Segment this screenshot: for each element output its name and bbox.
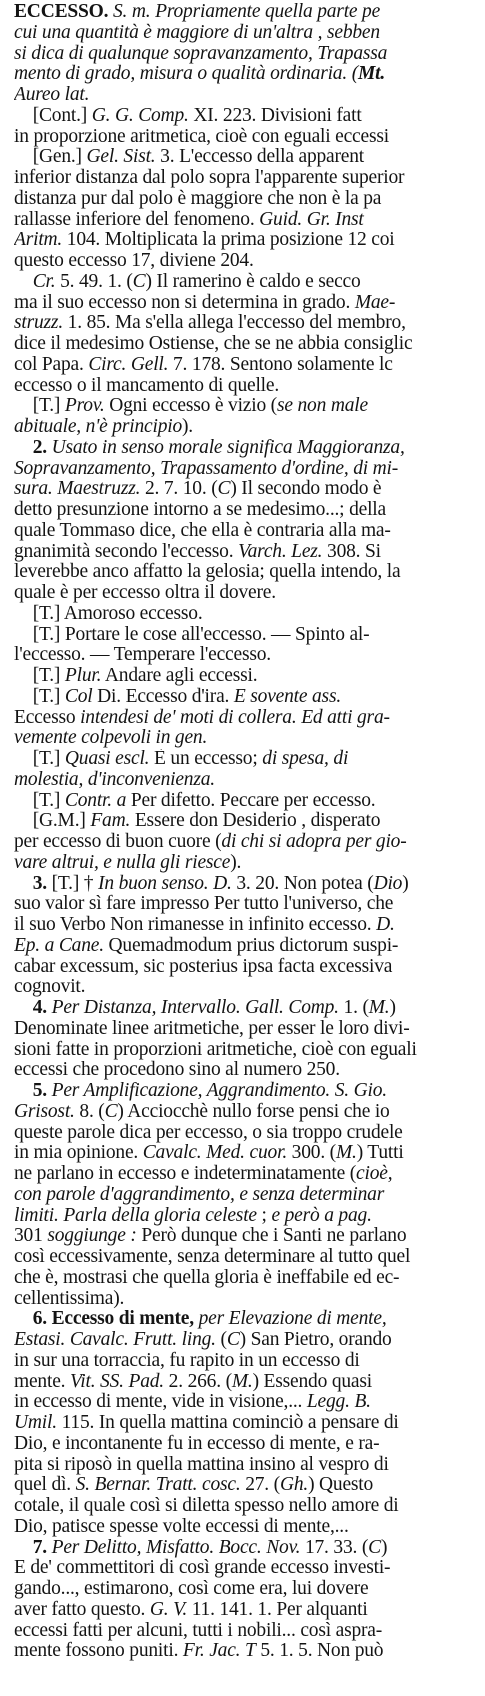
text-run: questo eccesso 17, diviene 204. bbox=[14, 251, 254, 271]
text-line bbox=[14, 749, 479, 770]
text-line bbox=[14, 479, 479, 500]
text-run: C bbox=[132, 271, 146, 292]
text-run: G. V. bbox=[149, 1599, 188, 1620]
text-line bbox=[14, 1226, 479, 1247]
text-run: Però dunque che i Santi ne parlano bbox=[136, 1226, 407, 1247]
text-run: sioni fatte in proporzioni aritmetiche, cioè con eguali bbox=[14, 1039, 417, 1060]
text-run: Denominate linee aritmetiche, per esser le loro divi- bbox=[14, 1018, 410, 1039]
text-run: inferior distanza dal polo sopra l'apparente superior bbox=[14, 168, 405, 188]
text-line bbox=[14, 1019, 479, 1040]
text-line bbox=[14, 1143, 479, 1164]
text-line bbox=[14, 625, 479, 646]
text-run: [G.M.] bbox=[14, 811, 91, 832]
text-run: in proporzione aritmetica, cioè con eguali eccessi bbox=[14, 126, 389, 147]
text-run: [T.] bbox=[14, 790, 65, 811]
text-run: ) San Pietro, orando bbox=[239, 1330, 392, 1350]
text-line bbox=[14, 791, 479, 812]
text-run: Gel. Sist. bbox=[86, 147, 156, 168]
text-line bbox=[14, 1434, 479, 1455]
text-run: così eccessivamente, senza determinare al tutto quel bbox=[14, 1247, 411, 1267]
text-run: in mia opinione. bbox=[14, 1143, 143, 1164]
text-run: Fr. Jac. T bbox=[182, 1641, 256, 1662]
text-line bbox=[14, 1102, 479, 1123]
text-run: leverebbe anco affatto la gelosia; quella intendo, la bbox=[14, 562, 401, 583]
text-line bbox=[14, 127, 479, 148]
text-run: 3. 20. Non potea ( bbox=[231, 873, 374, 894]
text-run: 11. 141. 1. Per alquanti bbox=[187, 1599, 368, 1620]
text-line bbox=[14, 1455, 479, 1476]
text-run: 7. bbox=[14, 1537, 52, 1558]
text-run: 3. L'eccesso della apparent bbox=[155, 147, 365, 168]
text-run: Per Amplificazione, Aggrandimento. S. Gio. bbox=[51, 1081, 387, 1101]
text-line bbox=[14, 583, 479, 604]
text-line bbox=[14, 23, 479, 44]
text-run: 300. ( bbox=[287, 1143, 336, 1164]
text-run: cognovit. bbox=[14, 977, 86, 998]
text-run: C bbox=[104, 1101, 118, 1122]
text-run: Eccesso bbox=[14, 707, 81, 728]
text-run: il suo Verbo Non rimanesse in infinito eccesso. bbox=[14, 915, 377, 935]
text-run: distanza pur dal polo è maggiore che non è la pa bbox=[14, 188, 382, 209]
text-line bbox=[14, 1579, 479, 1600]
text-line bbox=[14, 64, 479, 85]
text-line bbox=[14, 189, 479, 210]
entry-text-column bbox=[14, 2, 479, 1662]
text-run: cellentissima). bbox=[14, 1288, 125, 1309]
text-run: ne parlano in eccesso e indeterminatamente ( bbox=[14, 1164, 357, 1184]
text-run: 6. Eccesso di mente, bbox=[14, 1309, 199, 1330]
text-run: ). bbox=[182, 417, 193, 437]
text-run: 2. 266. ( bbox=[164, 1371, 232, 1392]
text-line bbox=[14, 977, 479, 998]
text-run bbox=[14, 272, 33, 292]
text-run: gnanimità secondo l'eccesso. bbox=[14, 541, 239, 562]
text-run: Mae- bbox=[354, 292, 396, 313]
text-line bbox=[14, 957, 479, 978]
text-run: 2. bbox=[14, 437, 52, 458]
text-run: Cr. bbox=[32, 271, 56, 292]
text-run: detto presunzione intorno a se medesimo...; della bbox=[14, 500, 386, 520]
text-run: limiti. Parla della gloria celeste bbox=[14, 1205, 257, 1226]
text-run: ECCESSO. bbox=[14, 2, 109, 22]
text-run: suo valor sì fare impresso Per tutto l'universo, che bbox=[14, 894, 394, 915]
text-run: ) Il secondo modo è bbox=[230, 479, 382, 500]
text-line bbox=[14, 44, 479, 65]
text-line bbox=[14, 1558, 479, 1579]
text-run: Essere don Desiderio , disperato bbox=[130, 811, 381, 832]
text-line bbox=[14, 1372, 479, 1393]
text-run: [T.] bbox=[14, 686, 65, 707]
text-line bbox=[14, 1268, 479, 1289]
text-run: In buon senso. D. bbox=[98, 873, 232, 894]
text-run: [T.] Amoroso eccesso. bbox=[14, 603, 203, 624]
text-run: 3. bbox=[14, 873, 52, 894]
text-run: Mt. bbox=[358, 64, 386, 85]
text-line bbox=[14, 1351, 479, 1372]
text-run: 104. Moltiplicata la prima posizione 12 coi bbox=[62, 230, 395, 251]
text-run: 1. ( bbox=[338, 998, 369, 1018]
text-run: 5. bbox=[14, 1081, 52, 1101]
text-line bbox=[14, 811, 479, 832]
text-run: col Papa. bbox=[14, 354, 89, 375]
text-run: Contr. a bbox=[64, 790, 127, 811]
text-run: E de' commettitori di così grande eccesso investi- bbox=[14, 1558, 391, 1579]
text-run: Quasi escl. bbox=[64, 749, 150, 769]
text-run: Andare agli eccessi. bbox=[101, 666, 258, 686]
text-run: ) bbox=[389, 998, 396, 1018]
text-line bbox=[14, 1247, 479, 1268]
text-run: Gh. bbox=[279, 1475, 309, 1496]
text-run: C bbox=[217, 479, 231, 500]
text-run: Sopravanzamento, Trapassamento d'ordine, di mi- bbox=[14, 458, 399, 479]
text-run: ) bbox=[380, 1537, 388, 1558]
text-run: quale è per eccesso oltra il dovere. bbox=[14, 583, 276, 603]
text-line bbox=[14, 376, 479, 397]
text-line bbox=[14, 417, 479, 438]
text-line bbox=[14, 1496, 479, 1517]
text-run: l'eccesso. — Temperare l'eccesso. bbox=[14, 645, 271, 666]
text-run: cui una quantità è maggiore di un'altra , sebben bbox=[14, 22, 380, 43]
text-run: Grisost. bbox=[14, 1101, 75, 1122]
text-line bbox=[14, 562, 479, 583]
text-run: Dio, patisce spesse volte eccessi di mente,... bbox=[14, 1516, 349, 1537]
text-line bbox=[14, 936, 479, 957]
text-line bbox=[14, 1641, 479, 1662]
text-run: Legg. B. bbox=[306, 1392, 371, 1413]
text-run: vare altrui, e nulla gli riesce bbox=[14, 852, 231, 873]
text-run: 301 bbox=[14, 1226, 48, 1247]
text-run: cabar excessum, sic posterius ipsa facta excessiva bbox=[14, 956, 393, 977]
text-line bbox=[14, 894, 479, 915]
text-run: Usato in senso morale significa Maggioranza, bbox=[51, 437, 405, 458]
text-run: M. bbox=[335, 1143, 357, 1164]
text-line bbox=[14, 313, 479, 334]
text-run: per eccesso di buon cuore ( bbox=[14, 832, 222, 852]
text-run: 5. 49. 1. ( bbox=[55, 271, 133, 292]
text-run: queste parole dica per eccesso, o sia troppo crudele bbox=[14, 1122, 403, 1143]
text-run: Prov. bbox=[64, 396, 105, 417]
text-line bbox=[14, 832, 479, 853]
text-line bbox=[14, 1517, 479, 1538]
text-run: 17. 33. ( bbox=[300, 1537, 369, 1558]
text-run: quel dì. bbox=[14, 1475, 76, 1496]
text-run: Per Delitto, Misfatto. Bocc. Nov. bbox=[51, 1537, 301, 1558]
text-run: [T.] bbox=[14, 396, 65, 417]
text-line bbox=[14, 645, 479, 666]
text-run: 5. 1. 5. Non può bbox=[255, 1641, 384, 1662]
text-run: S. Bernar. Tratt. cosc. bbox=[75, 1475, 241, 1496]
text-line bbox=[14, 1123, 479, 1144]
text-run: Di. Eccesso d'ira. bbox=[92, 686, 234, 707]
text-line bbox=[14, 1289, 479, 1310]
text-run: ) Questo bbox=[308, 1475, 374, 1496]
text-run: ) Tutti bbox=[356, 1143, 404, 1164]
text-run: soggiunge : bbox=[47, 1226, 137, 1247]
text-run: È un eccesso; bbox=[149, 749, 263, 769]
text-run: gando..., estimarono, così come era, lui dovere bbox=[14, 1579, 369, 1599]
text-run: ) Essendo quasi bbox=[252, 1371, 372, 1392]
text-run: Cavalc. Med. cuor. bbox=[142, 1143, 287, 1164]
text-run: Varch. Lez. bbox=[238, 541, 323, 562]
text-run: mente fossono puniti. bbox=[14, 1641, 183, 1662]
text-run: Estasi. Cavalc. Frutt. ling. bbox=[14, 1330, 216, 1350]
text-line bbox=[14, 1330, 479, 1351]
text-run: [Gen.] bbox=[14, 147, 87, 168]
text-run: ) Il ramerino è caldo e secco bbox=[145, 271, 361, 292]
text-run: M. bbox=[368, 998, 390, 1018]
text-line bbox=[14, 687, 479, 708]
text-run: intendesi de' moti di collera. Ed atti gra- bbox=[80, 707, 390, 728]
text-run: 27. ( bbox=[240, 1475, 280, 1496]
text-line bbox=[14, 770, 479, 791]
text-run: mente. bbox=[14, 1371, 70, 1392]
text-run: 7. 178. Sentono solamente lc bbox=[168, 354, 393, 375]
text-run: eccessi fatti per alcuni, tutti i nobili... così aspra- bbox=[14, 1620, 383, 1641]
text-run: E sovente ass. bbox=[233, 686, 342, 707]
text-run: 1. 85. Ma s'ella allega l'eccesso del membro, bbox=[63, 313, 406, 334]
text-run: cioè, bbox=[356, 1164, 393, 1184]
text-line bbox=[14, 666, 479, 687]
text-line bbox=[14, 1475, 479, 1496]
text-run: ). bbox=[230, 852, 242, 873]
text-run: cotale, il quale così si diletta spesso nello amore di bbox=[14, 1496, 399, 1516]
text-run: [T.] bbox=[14, 666, 65, 686]
text-run: eccesso o il mancamento di quelle. bbox=[14, 375, 280, 396]
text-run: di chi si adopra per gio- bbox=[221, 832, 407, 852]
text-line bbox=[14, 542, 479, 563]
text-line bbox=[14, 355, 479, 376]
text-line bbox=[14, 1164, 479, 1185]
text-line bbox=[14, 147, 479, 168]
text-line bbox=[14, 604, 479, 625]
text-run: 308. Si bbox=[322, 541, 381, 562]
text-run: 8. ( bbox=[74, 1101, 105, 1122]
text-line bbox=[14, 1309, 479, 1330]
text-line bbox=[14, 334, 479, 355]
text-run: 2. 7. 10. ( bbox=[140, 479, 218, 500]
text-line bbox=[14, 728, 479, 749]
text-run: Per Distanza, Intervallo. Gall. Comp. bbox=[51, 998, 339, 1018]
text-run: D. bbox=[376, 915, 395, 935]
text-run: Ep. a Cane. bbox=[14, 935, 104, 956]
text-line bbox=[14, 915, 479, 936]
text-run: [T.] Portare le cose all'eccesso. — Spinto al- bbox=[14, 624, 370, 645]
text-line bbox=[14, 396, 479, 417]
text-run: Dio, e incontanente fu in eccesso di mente, e ra- bbox=[14, 1433, 380, 1454]
text-line bbox=[14, 1392, 479, 1413]
text-run: Ogni eccesso è vizio ( bbox=[104, 396, 277, 417]
text-line bbox=[14, 874, 479, 895]
text-line bbox=[14, 1621, 479, 1642]
text-run: e però a pag. bbox=[271, 1205, 372, 1226]
text-line bbox=[14, 521, 479, 542]
text-line bbox=[14, 438, 479, 459]
text-run: in eccesso di mente, vide in visione,... bbox=[14, 1392, 307, 1413]
text-line bbox=[14, 998, 479, 1019]
text-run: ; bbox=[256, 1205, 272, 1226]
text-run: S. m. bbox=[108, 2, 156, 22]
text-line bbox=[14, 1185, 479, 1206]
text-run: ( bbox=[215, 1330, 227, 1350]
text-run: Aritm. bbox=[14, 230, 63, 251]
text-run: M. bbox=[231, 1371, 253, 1392]
text-line bbox=[14, 1538, 479, 1559]
text-run: [Cont.] bbox=[14, 105, 92, 126]
text-run: molestia, d'inconvenienza. bbox=[14, 769, 215, 790]
text-run: Col bbox=[64, 686, 93, 707]
text-run: Quemadmodum prius dictorum suspi- bbox=[103, 935, 399, 956]
text-run: 115. In quella mattina cominciò a pensare di bbox=[56, 1413, 399, 1433]
text-line bbox=[14, 251, 479, 272]
text-run: [T.] bbox=[14, 749, 65, 769]
text-line bbox=[14, 106, 479, 127]
text-run: che è, mostrasi che quella gloria è ineffabile ed ec- bbox=[14, 1267, 400, 1288]
text-run: con parole d'aggrandimento, e senza determinar bbox=[14, 1184, 385, 1205]
text-run: pita si riposò in quella mattina insino al vespro di bbox=[14, 1454, 389, 1475]
text-run: G. G. Comp. bbox=[91, 105, 189, 126]
text-line bbox=[14, 230, 479, 251]
text-line bbox=[14, 1206, 479, 1227]
text-line bbox=[14, 1040, 479, 1061]
text-run: dice il medesimo Ostiense, che se ne abbia consiglic bbox=[14, 334, 413, 354]
text-run: sura. Maestruzz. bbox=[14, 479, 141, 500]
text-run: Guid. Gr. Inst bbox=[259, 209, 364, 230]
text-run: di spesa, di bbox=[262, 749, 349, 769]
text-run: quale Tommaso dice, che ella è contraria alla ma- bbox=[14, 520, 391, 541]
text-run: se non male bbox=[276, 396, 368, 417]
text-run: Dio bbox=[373, 873, 403, 894]
text-run: Fam. bbox=[90, 811, 131, 832]
text-run: rallasse inferiore del fenomeno. bbox=[14, 209, 260, 230]
text-run: Circ. Gell. bbox=[88, 354, 169, 375]
text-line bbox=[14, 1081, 479, 1102]
text-run: Aureo lat. bbox=[14, 85, 90, 105]
text-run: abituale, n'è principio bbox=[14, 417, 183, 437]
text-run: Umil. bbox=[14, 1413, 57, 1433]
text-line bbox=[14, 500, 479, 521]
text-run: Plur. bbox=[64, 666, 102, 686]
text-run: [T.] † bbox=[51, 873, 99, 894]
text-line bbox=[14, 210, 479, 231]
text-run: Vit. SS. Pad. bbox=[70, 1371, 164, 1392]
text-run: per Elevazione di mente, bbox=[198, 1309, 387, 1330]
text-line bbox=[14, 168, 479, 189]
text-run: Propriamente quella parte pe bbox=[155, 2, 381, 22]
text-line bbox=[14, 293, 479, 314]
text-run: si dica di qualunque sopravanzamento, Trapassa bbox=[14, 43, 388, 64]
text-run: XI. 223. Divisioni fatt bbox=[188, 105, 362, 126]
text-run: C bbox=[368, 1537, 381, 1558]
text-run: mento di grado, misura o qualità ordinaria. ( bbox=[14, 64, 358, 85]
text-line bbox=[14, 1413, 479, 1434]
text-line bbox=[14, 1060, 479, 1081]
text-run: eccessi che procedono sino al numero 250. bbox=[14, 1060, 340, 1081]
text-run: 4. bbox=[14, 998, 52, 1018]
text-line bbox=[14, 708, 479, 729]
text-run: struzz. bbox=[14, 313, 63, 334]
text-run: vemente colpevoli in gen. bbox=[14, 728, 208, 749]
text-run: aver fatto questo. bbox=[14, 1599, 150, 1620]
text-run: ) Acciocchè nullo forse pensi che io bbox=[117, 1101, 390, 1122]
text-line bbox=[14, 1600, 479, 1621]
text-run: C bbox=[226, 1330, 240, 1350]
text-line bbox=[14, 272, 479, 293]
text-run: Per difetto. Peccare per eccesso. bbox=[126, 790, 376, 811]
text-run: ma il suo eccesso non si determina in grado. bbox=[14, 292, 355, 313]
text-run: ) bbox=[402, 873, 409, 894]
text-line bbox=[14, 85, 479, 106]
text-run: in sur una torraccia, fu rapito in un eccesso di bbox=[14, 1350, 360, 1371]
text-line bbox=[14, 2, 479, 23]
text-line bbox=[14, 459, 479, 480]
text-line bbox=[14, 853, 479, 874]
